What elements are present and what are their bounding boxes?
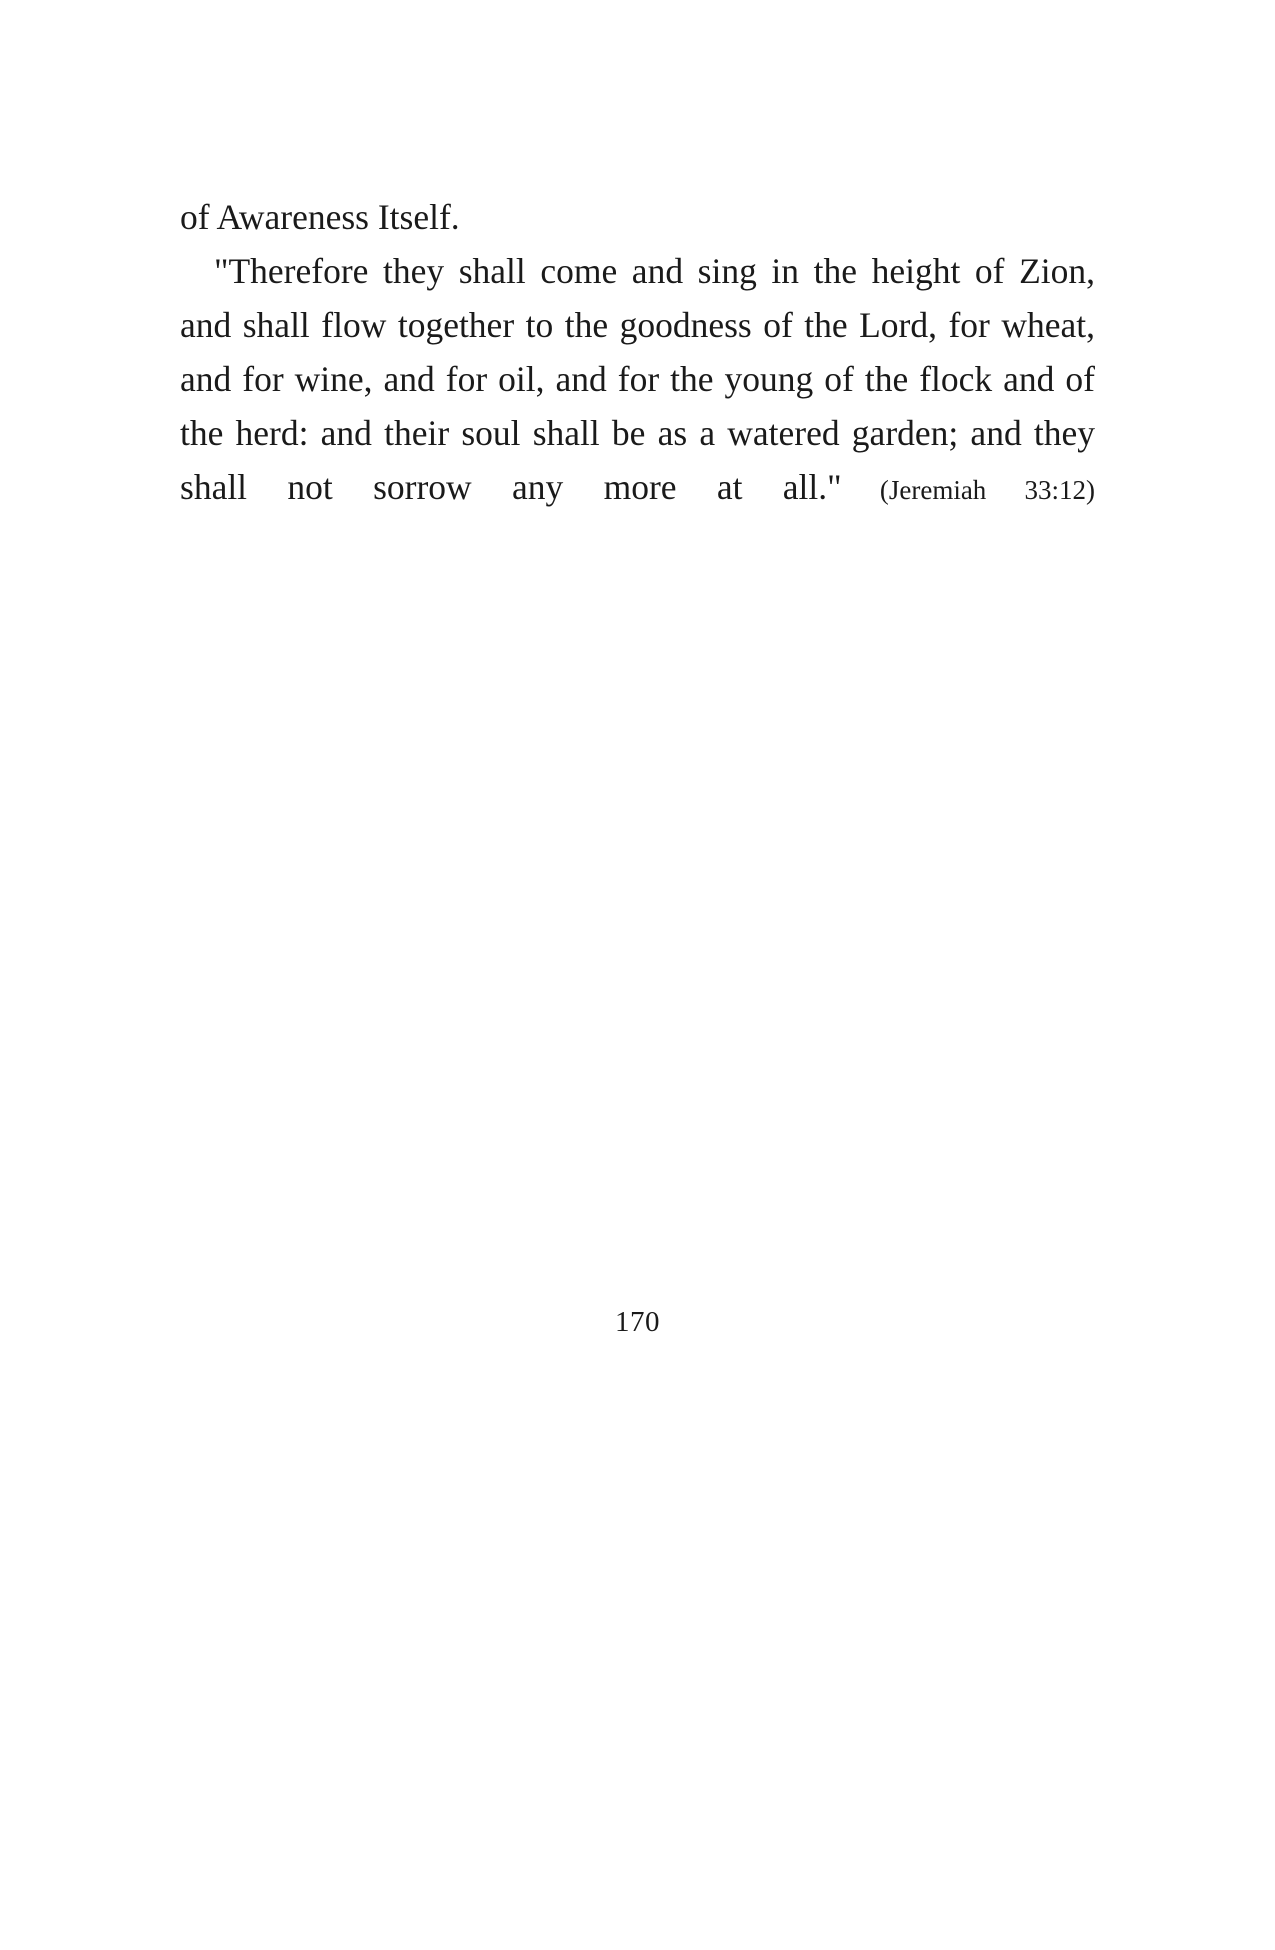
paragraph-scripture-quote <box>180 244 1095 571</box>
paragraph-continuation: of Awareness Itself. <box>180 197 460 237</box>
page-number: 170 <box>615 1306 660 1338</box>
scripture-quote-text: "Therefore they shall come and sing in the height of Zion, and shall flow together to the goodness of the Lord, for wheat, and for wine, and for oil, and for the young of the flock and of the herd: and their soul shall be as a watered garden; and they shall not sorrow any more at all." <box>180 251 1095 507</box>
body-text <box>180 190 1095 571</box>
scripture-citation: (Jeremiah 33:12) <box>841 475 1095 505</box>
